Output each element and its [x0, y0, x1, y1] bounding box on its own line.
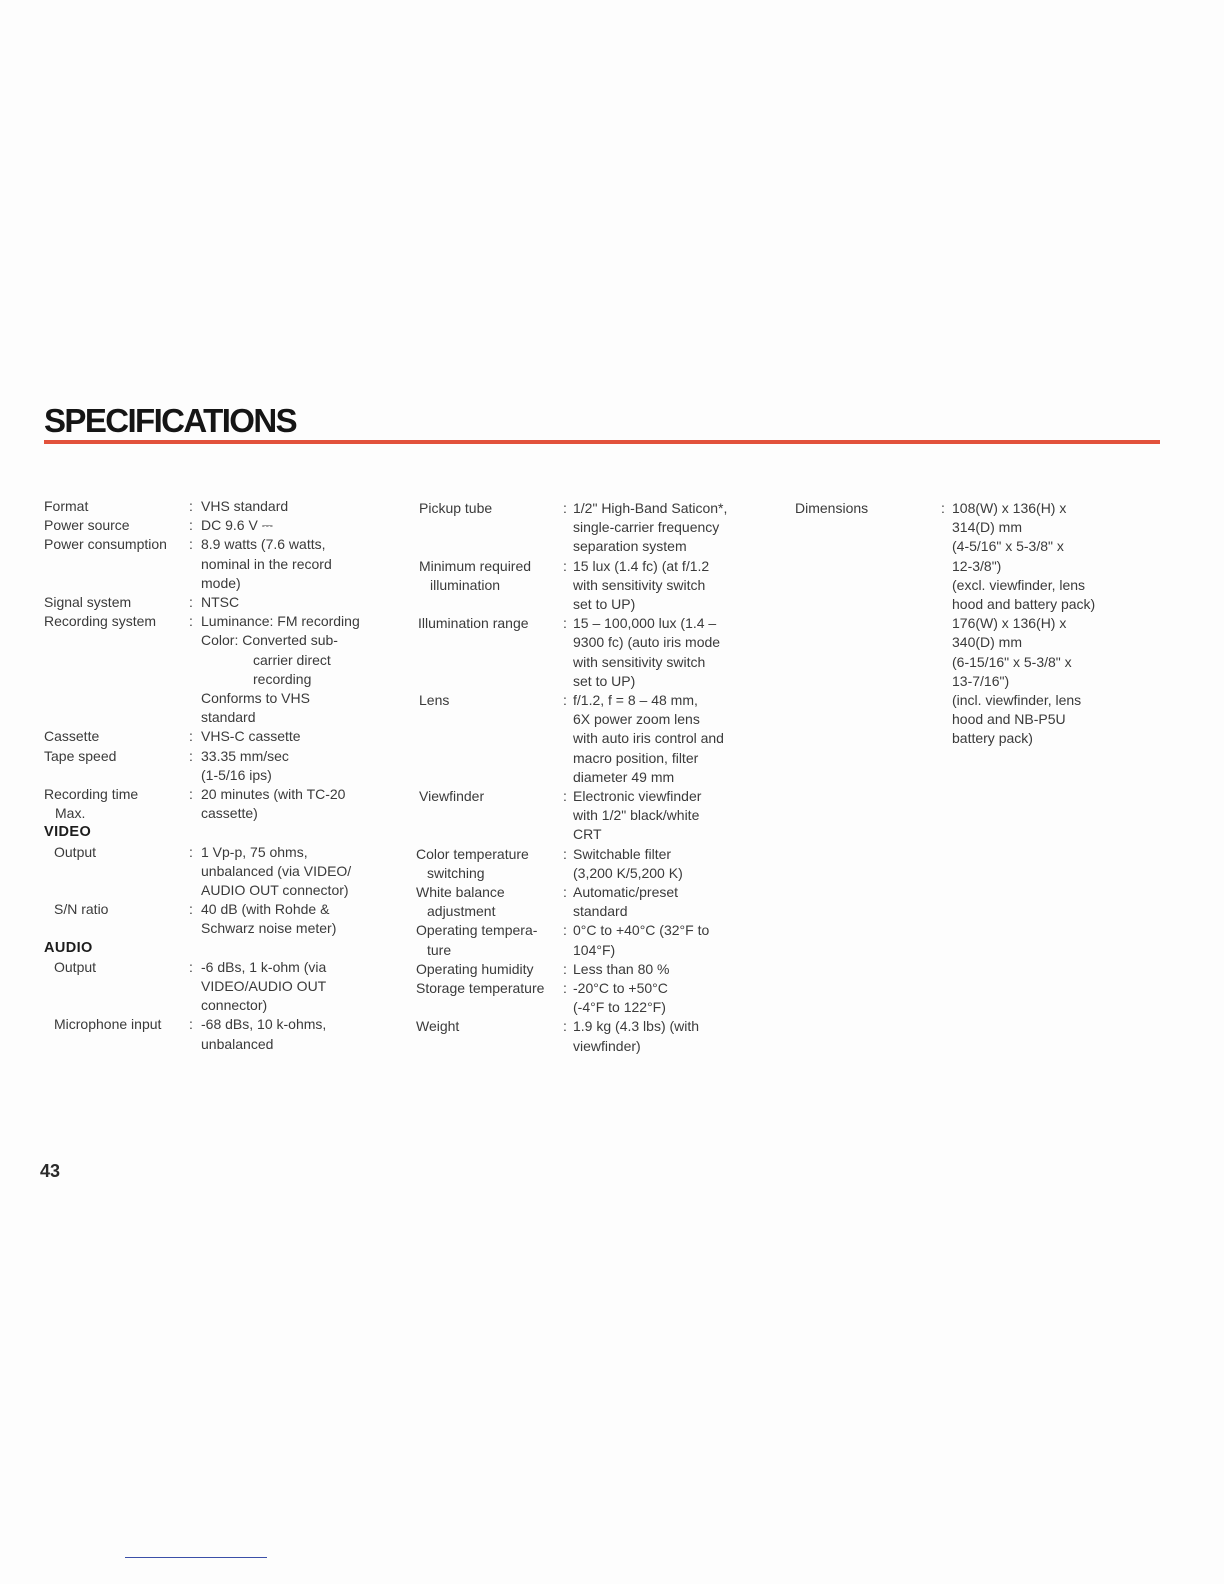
spec-value-line: 12-3/8") [952, 557, 1002, 574]
spec-value-line: battery pack) [952, 730, 1033, 747]
spec-value-line: macro position, filter [573, 749, 699, 766]
colon: : [189, 536, 193, 553]
spec-value-line: 13-7/16") [952, 672, 1010, 689]
spec-operating-humidity [416, 960, 776, 979]
spec-value-line: 1/2" High-Band Saticon*, [573, 500, 728, 516]
spec-value [573, 614, 776, 691]
spec-power-consumption [44, 535, 394, 593]
spec-value-line: (1-5/16 ips) [201, 766, 272, 783]
spec-value-line: f/1.2, f = 8 – 48 mm, [573, 692, 698, 709]
spec-value-line: 33.35 mm/sec [201, 747, 289, 764]
spec-recording-time [44, 785, 394, 823]
spec-value [573, 557, 776, 615]
colon: : [563, 615, 567, 632]
spec-value [201, 612, 394, 727]
spec-value-line: standard [201, 709, 256, 726]
spec-label: Dimensions [795, 500, 869, 516]
spec-value-line: Automatic/preset [573, 884, 679, 901]
spec-lens [416, 691, 776, 787]
spec-value-line: (4-5/16" x 5-3/8" x [952, 538, 1064, 555]
spec-value-line: AUDIO OUT connector) [201, 882, 349, 899]
spec-value [573, 691, 776, 787]
spec-value [201, 843, 394, 901]
colon: : [189, 958, 193, 975]
spec-label: Signal system [44, 594, 132, 611]
spec-label: Lens [419, 692, 450, 709]
spec-label: S/N ratio [54, 901, 109, 918]
colon: : [563, 788, 567, 805]
spec-value-line: carrier direct [253, 651, 331, 668]
spec-minimum-illumination [416, 557, 776, 615]
spec-column-3 [795, 499, 1125, 749]
spec-value-line: connector) [201, 997, 268, 1014]
spec-label-line: Operating tempera- [416, 922, 538, 939]
spec-value-line: Electronic viewfinder [573, 788, 702, 805]
spec-value-line: standard [573, 903, 628, 920]
spec-value [573, 1017, 776, 1055]
spec-label-line: Color temperature [416, 845, 529, 862]
spec-label: Cassette [44, 728, 100, 745]
spec-video-sn-ratio [44, 900, 394, 938]
spec-value [201, 1015, 394, 1053]
spec-value-line: with sensitivity switch [573, 653, 706, 670]
spec-value-line: DC 9.6 V ⎓ [201, 517, 273, 534]
spec-value-line: CRT [573, 826, 602, 843]
spec-value [573, 883, 776, 921]
spec-value [573, 787, 776, 845]
title-rule [44, 440, 1160, 444]
spec-value-line: 40 dB (with Rohde & [201, 901, 330, 918]
colon: : [563, 922, 567, 939]
spec-label-line: switching [427, 864, 485, 881]
spec-value-line: nominal in the record [201, 555, 332, 572]
colon: : [189, 843, 193, 860]
spec-label: Recording system [44, 613, 157, 630]
spec-label: Power source [44, 517, 130, 534]
spec-value-line: with 1/2" black/white [573, 807, 700, 824]
spec-illumination-range [416, 614, 776, 691]
spec-label: Weight [416, 1018, 460, 1035]
spec-value-line: 314(D) mm [952, 519, 1023, 536]
spec-value-line: 15 lux (1.4 fc) (at f/1.2 [573, 557, 710, 574]
spec-label: Output [54, 843, 97, 860]
spec-label: Illumination range [418, 615, 529, 632]
spec-value-line: cassette) [201, 805, 258, 822]
spec-value-line: Schwarz noise meter) [201, 920, 337, 937]
spec-format [44, 497, 394, 516]
colon: : [189, 498, 193, 514]
spec-value-line: Color: Converted sub- [201, 632, 338, 649]
spec-label: Operating humidity [416, 960, 534, 977]
spec-value-line: single-carrier frequency [573, 519, 720, 536]
spec-value-line: -68 dBs, 10 k-ohms, [201, 1016, 327, 1033]
spec-label: Viewfinder [419, 788, 485, 805]
spec-color-temperature [416, 845, 776, 883]
spec-value-line: 104°F) [573, 941, 616, 958]
spec-value-line: VIDEO/AUDIO OUT [201, 978, 327, 995]
colon: : [941, 500, 945, 516]
spec-label [416, 845, 529, 883]
colon: : [563, 980, 567, 997]
colon: : [189, 901, 193, 918]
spec-value [952, 499, 1125, 749]
spec-value-line: (6-15/16" x 5-3/8" x [952, 653, 1072, 670]
spec-tape-speed [44, 747, 394, 785]
spec-label-line: illumination [430, 576, 501, 593]
spec-audio-output [44, 958, 394, 1016]
spec-value-line: hood and NB-P5U [952, 711, 1066, 728]
spec-label [416, 883, 505, 921]
colon: : [563, 960, 567, 977]
spec-value-line: 340(D) mm [952, 634, 1023, 651]
spec-value-line: Luminance: FM recording [201, 613, 360, 630]
spec-value [573, 499, 776, 557]
spec-value-line: (-4°F to 122°F) [573, 999, 666, 1016]
spec-operating-temperature [416, 921, 776, 959]
spec-value-line: set to UP) [573, 672, 636, 689]
spec-storage-temperature [416, 979, 776, 1017]
spec-value [573, 845, 776, 883]
spec-value-line: 108(W) x 136(H) x [952, 500, 1067, 516]
spec-value-line: 1 Vp-p, 75 ohms, [201, 843, 308, 860]
spec-value-line: 20 minutes (with TC-20 [201, 786, 346, 803]
spec-value-line: Less than 80 % [573, 960, 670, 977]
colon: : [563, 1018, 567, 1035]
spec-label: Pickup tube [419, 500, 493, 516]
spec-value [201, 497, 394, 516]
spec-value-line: (incl. viewfinder, lens [952, 692, 1082, 709]
colon: : [563, 500, 567, 516]
spec-label: Microphone input [54, 1016, 162, 1033]
spec-value-line: 9300 fc) (auto iris mode [573, 634, 721, 651]
spec-label: Output [54, 958, 97, 975]
spec-microphone-input [44, 1015, 394, 1053]
spec-value-line: -20°C to +50°C [573, 980, 668, 997]
spec-recording-system [44, 612, 394, 727]
spec-value-line: unbalanced [201, 1035, 274, 1052]
spec-label-line: Recording time [44, 786, 139, 803]
spec-label: Power consumption [44, 536, 167, 553]
colon: : [563, 692, 567, 709]
spec-value-line: NTSC [201, 594, 240, 611]
spec-weight [416, 1017, 776, 1055]
colon: : [189, 1016, 193, 1033]
spec-value [201, 900, 394, 938]
spec-value-line: recording [253, 670, 312, 687]
spec-label [44, 785, 138, 823]
spec-value-line: 176(W) x 136(H) x [952, 615, 1067, 632]
spec-value [201, 785, 394, 823]
spec-power-source [44, 516, 394, 535]
spec-label-line: Minimum required [419, 557, 532, 574]
spec-value-line: (3,200 K/5,200 K) [573, 864, 683, 881]
spec-value [201, 958, 394, 1016]
colon: : [563, 845, 567, 862]
spec-signal-system [44, 593, 394, 612]
spec-label: Format [44, 498, 89, 514]
section-heading-video: VIDEO [44, 824, 92, 841]
spec-value-line: -6 dBs, 1 k-ohm (via [201, 958, 327, 975]
spec-value-line: mode) [201, 574, 241, 591]
spec-label [416, 921, 537, 959]
spec-value-line: 1.9 kg (4.3 lbs) (with [573, 1018, 700, 1035]
spec-value-line: Switchable filter [573, 845, 672, 862]
spec-value-line: unbalanced (via VIDEO/ [201, 862, 352, 879]
spec-value [201, 593, 394, 612]
spec-value [201, 727, 394, 746]
spec-value-line: VHS-C cassette [201, 728, 301, 745]
page-number: 43 [40, 1161, 61, 1181]
spec-value-line: 0°C to +40°C (32°F to [573, 922, 710, 939]
spec-value-line: with auto iris control and [573, 730, 724, 747]
colon: : [189, 594, 193, 611]
colon: : [189, 613, 193, 630]
spec-value [573, 960, 776, 979]
spec-value [201, 535, 394, 593]
colon: : [563, 557, 567, 574]
spec-video-output [44, 843, 394, 901]
spec-label-line: adjustment [427, 903, 496, 920]
spec-value-line: 6X power zoom lens [573, 711, 700, 728]
spec-white-balance [416, 883, 776, 921]
spec-value-line: viewfinder) [573, 1037, 641, 1054]
spec-label: Tape speed [44, 747, 117, 764]
spec-value [201, 747, 394, 785]
spec-column-1 [44, 497, 394, 1054]
spec-viewfinder [416, 787, 776, 845]
spec-value-line: hood and battery pack) [952, 596, 1096, 613]
spec-label-line: White balance [416, 884, 505, 901]
colon: : [189, 517, 193, 534]
spec-value-line: (excl. viewfinder, lens [952, 576, 1086, 593]
spec-label: Storage temperature [416, 980, 545, 997]
spec-label-line: Max. [55, 805, 86, 822]
colon: : [189, 786, 193, 803]
spec-value-line: Conforms to VHS [201, 690, 310, 707]
spec-value [201, 516, 394, 535]
spec-value-line: diameter 49 mm [573, 768, 675, 785]
spec-value-line: separation system [573, 538, 687, 555]
colon: : [189, 728, 193, 745]
spec-value [573, 921, 776, 959]
spec-value-line: 15 – 100,000 lux (1.4 – [573, 615, 717, 632]
spec-value-line: 8.9 watts (7.6 watts, [201, 536, 326, 553]
spec-value-line: set to UP) [573, 596, 636, 613]
spec-column-2 [416, 499, 776, 1056]
colon: : [563, 884, 567, 901]
spec-pickup-tube [416, 499, 776, 557]
spec-label [419, 557, 531, 595]
page-title: SPECIFICATIONS [44, 402, 297, 439]
spec-value [573, 979, 776, 1017]
bottom-divider [125, 1557, 267, 1558]
spec-dimensions [795, 499, 1125, 749]
spec-label-line: ture [427, 941, 452, 958]
spec-cassette [44, 727, 394, 746]
spec-value-line: VHS standard [201, 498, 289, 514]
section-heading-audio: AUDIO [44, 939, 93, 956]
spec-value-line: with sensitivity switch [573, 576, 706, 593]
colon: : [189, 747, 193, 764]
